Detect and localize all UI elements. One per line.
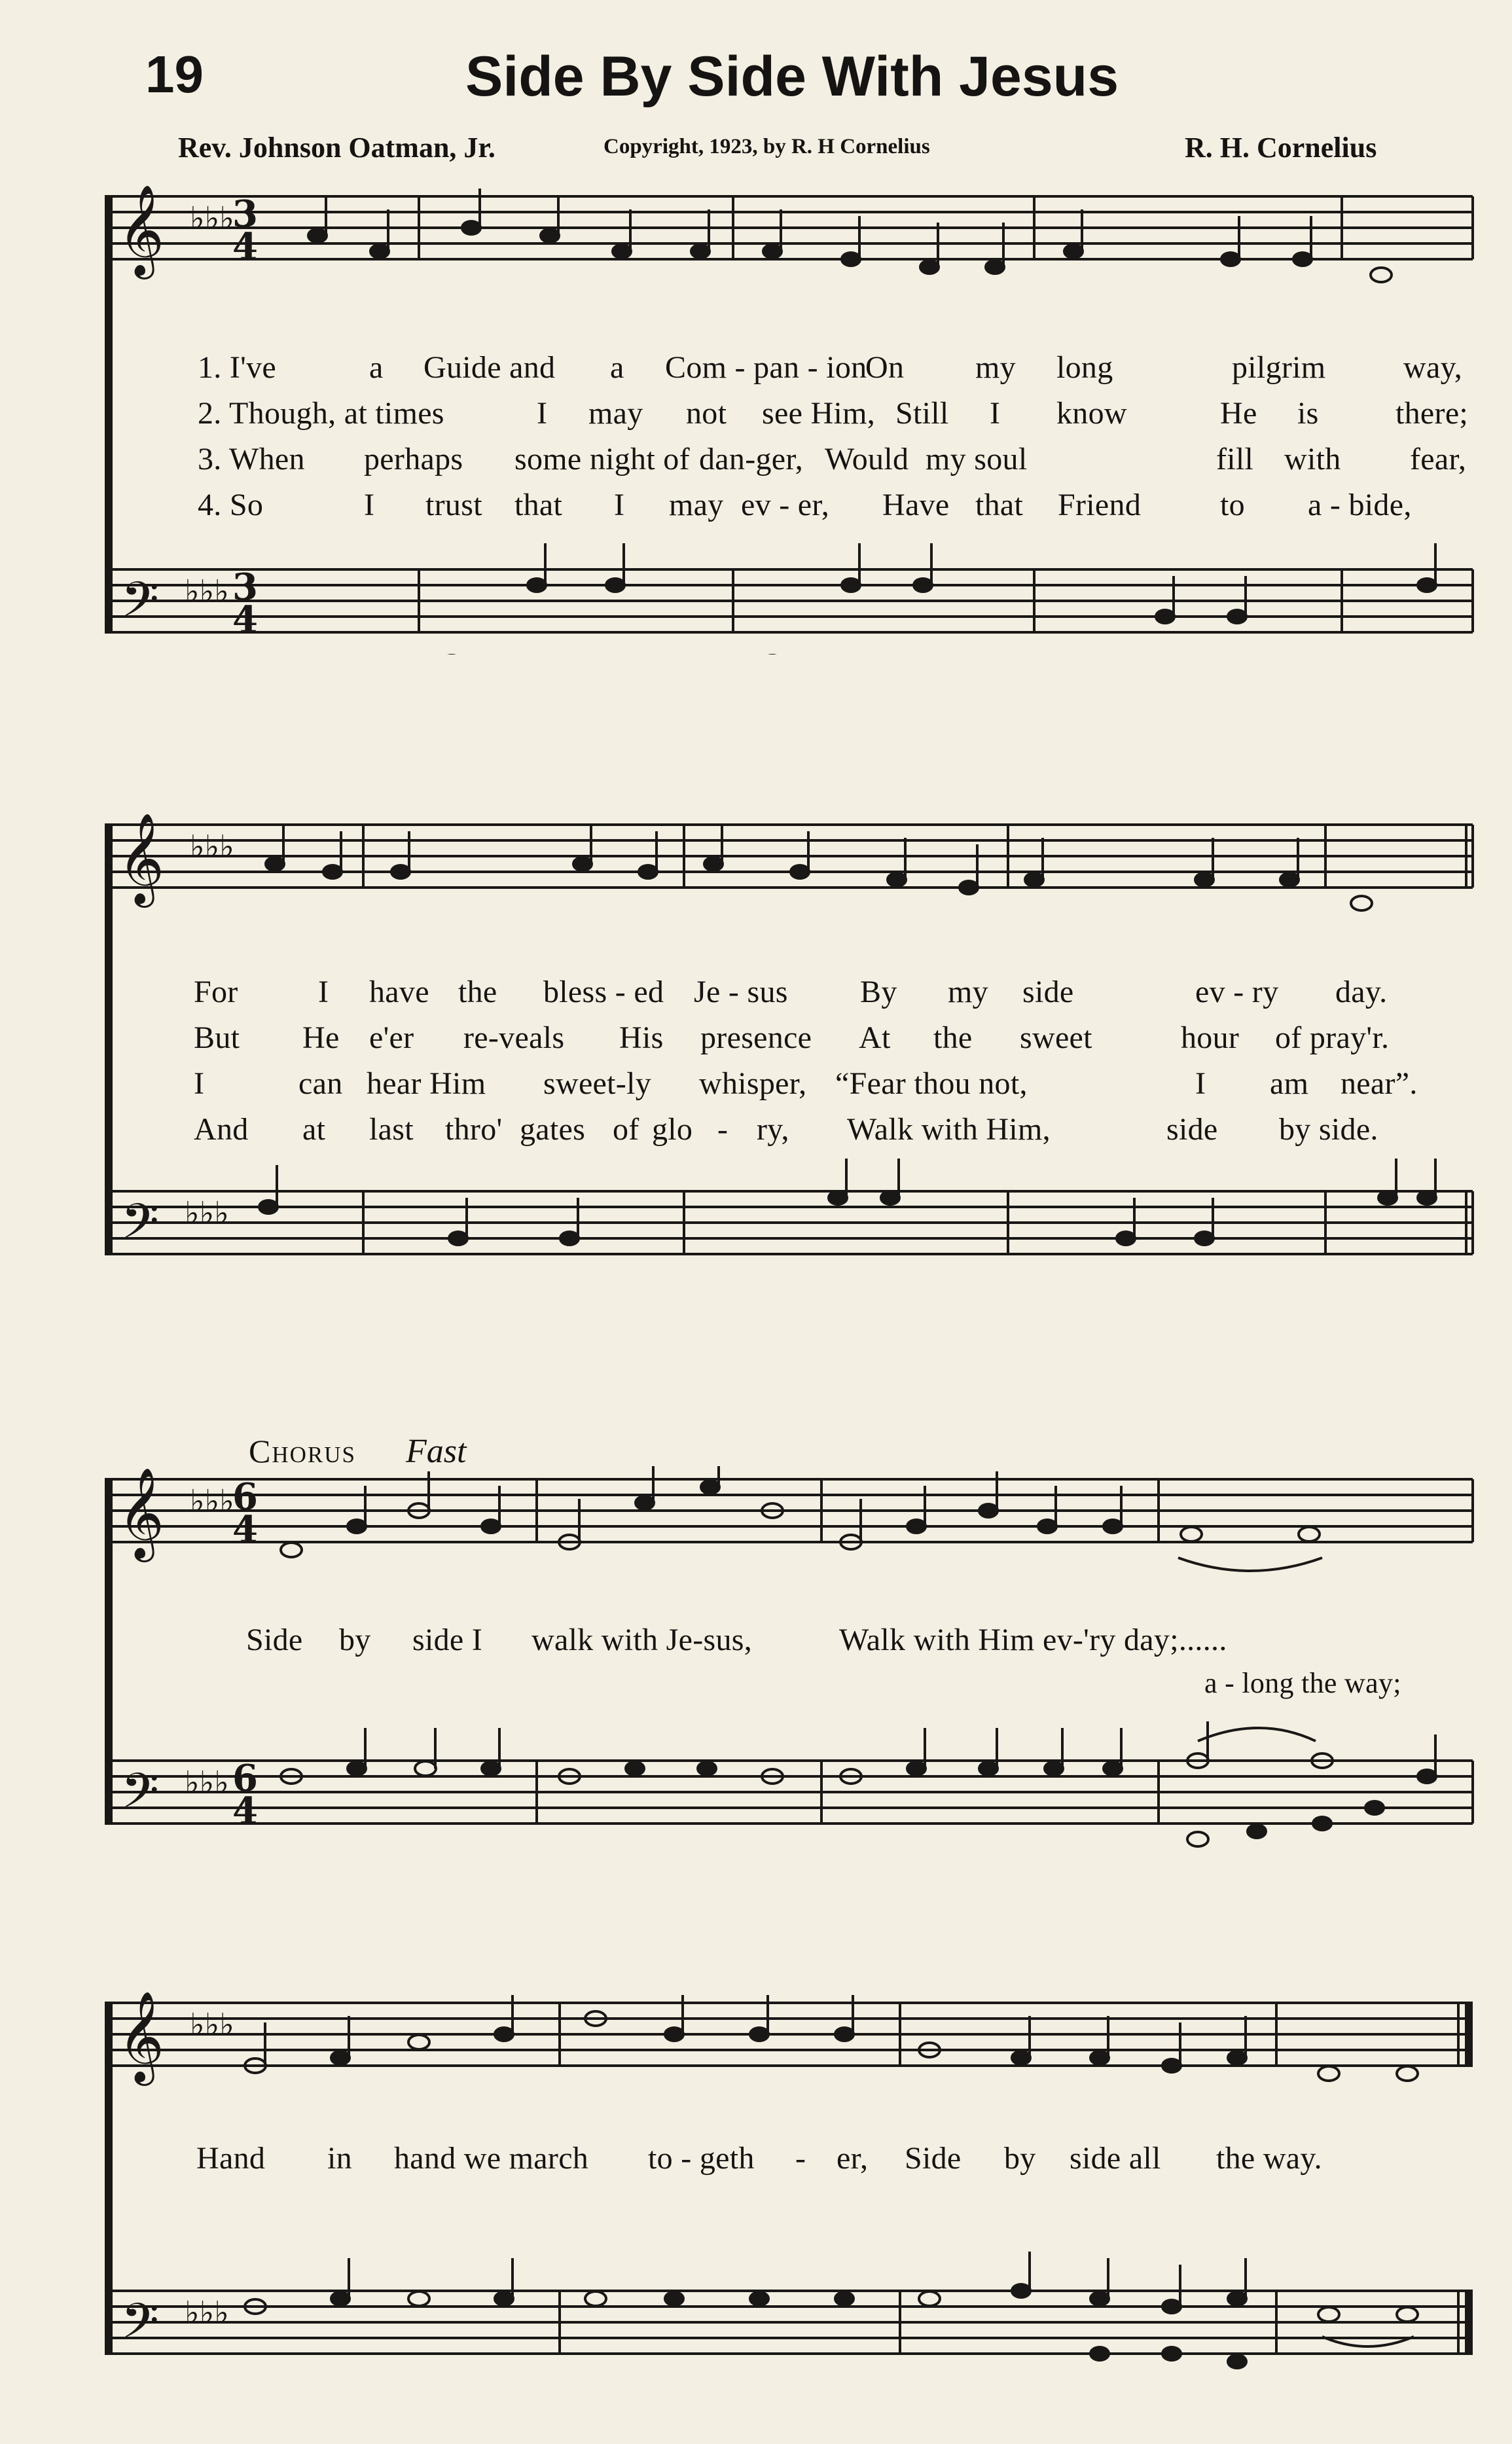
time-signature-bottom: 4: [232, 225, 258, 268]
lyric-syllable: side: [1166, 1112, 1218, 1147]
lyric-syllable: some night of: [514, 442, 690, 476]
lyric-syllable: sweet: [1020, 1020, 1092, 1055]
lyric-syllable: the: [458, 975, 497, 1009]
treble-clef-icon: 𝄞: [118, 1991, 164, 2082]
system-brace-bar: [105, 1478, 113, 1825]
lyric-syllable: But: [194, 1020, 240, 1055]
lyric-syllable: 1. I've: [198, 350, 277, 385]
lyric-syllable: I: [364, 488, 375, 522]
lyric-syllable: can: [298, 1066, 343, 1101]
lyric-syllable: He: [1220, 396, 1257, 431]
lyric-syllable: side all: [1070, 2141, 1161, 2176]
lyric-syllable: a - bide,: [1308, 488, 1412, 522]
lyric-syllable: Hand: [196, 2141, 266, 2176]
lyric-syllable: am: [1270, 1066, 1309, 1101]
time-signature-bottom: 4: [232, 598, 258, 641]
lyric-syllable: of: [613, 1112, 639, 1147]
lyric-syllable: On: [865, 350, 905, 385]
lyric-syllable: hand we march: [394, 2141, 589, 2176]
lyric-syllable: may: [588, 396, 643, 431]
flat-icon: ♭♭♭: [185, 2295, 229, 2331]
lyric-syllable: fill: [1216, 442, 1254, 476]
lyric-syllable: sweet-ly: [543, 1066, 652, 1101]
system-brace-bar: [105, 195, 113, 634]
lyric-syllable: with: [1284, 442, 1341, 476]
treble-staff-3: [111, 1479, 1473, 1542]
lyric-syllable: -: [795, 2141, 806, 2176]
treble-clef-icon: 𝄞: [118, 1467, 164, 1558]
flat-icon: ♭♭♭: [190, 829, 234, 865]
lyric-syllable: Walk with Him,: [847, 1112, 1051, 1147]
bass-clef-icon: 𝄢: [121, 571, 159, 640]
lyric-syllable: 2. Though, at times: [198, 396, 444, 431]
lyric-syllable: trust: [425, 488, 482, 522]
lyric-syllable: side: [1022, 975, 1074, 1009]
lyric-syllable: not: [686, 396, 727, 431]
lyric-syllable: in: [327, 2141, 352, 2176]
hymn-number: 19: [145, 45, 204, 103]
hymn-title: Side By Side With Jesus: [465, 45, 1119, 108]
treble-notes: [308, 189, 1392, 282]
flat-icon: ♭♭♭: [185, 1765, 229, 1801]
lyric-syllable: a: [369, 350, 384, 385]
tempo-marking: Fast: [406, 1433, 467, 1470]
lyric-syllable: By: [860, 975, 897, 1009]
lyric-syllable: Com - pan - ion: [665, 350, 867, 385]
lyric-syllable: see Him,: [762, 396, 876, 431]
lyric-syllable: Walk with Him ev-'ry day;......: [839, 1623, 1227, 1657]
lyric-syllable: 3. When: [198, 442, 305, 476]
time-signature-top: 6: [232, 1757, 258, 1800]
lyric-syllable: by: [1004, 2141, 1036, 2176]
final-barline: [1465, 2291, 1473, 2354]
lyric-syllable: know: [1056, 396, 1127, 431]
time-signature-bottom: 4: [232, 1508, 258, 1551]
lyric-syllable: by: [339, 1623, 371, 1657]
lyric-syllable: fear,: [1410, 442, 1467, 476]
lyric-syllable: 4. So: [198, 488, 264, 522]
lyric-syllable: to: [1220, 488, 1245, 522]
lyric-syllable: there;: [1395, 396, 1469, 431]
lyric-syllable: At: [859, 1020, 891, 1055]
lyric-syllable: I: [1195, 1066, 1206, 1101]
treble-staff-4: [111, 2003, 1473, 2066]
bass-staff-1: [111, 569, 1473, 632]
time-signature-top: 3: [232, 192, 258, 236]
lyric-syllable: day.: [1335, 975, 1388, 1009]
time-signature-top: 3: [232, 566, 258, 609]
lyric-syllable: Je - sus: [694, 975, 788, 1009]
flat-icon: ♭♭♭: [185, 573, 229, 610]
lyric-syllable: I: [537, 396, 548, 431]
bass-staff-3: [111, 1761, 1473, 1824]
lyric-syllable: re-veals: [463, 1020, 565, 1055]
lyric-syllable: I: [318, 975, 329, 1009]
treble-clef-icon: 𝄞: [118, 185, 164, 276]
treble-notes: [281, 1466, 1322, 1571]
treble-notes: [245, 1995, 1418, 2081]
treble-clef-icon: 𝄞: [118, 813, 164, 904]
chorus-line-1-alternate: a - long the way;: [1204, 1667, 1401, 1699]
lyric-syllable: the: [933, 1020, 973, 1055]
lyric-syllable: ry,: [757, 1112, 789, 1147]
lyric-syllable: thro': [445, 1112, 503, 1147]
bass-clef-icon: 𝄢: [121, 1193, 159, 1262]
lyric-syllable: have: [369, 975, 429, 1009]
lyric-syllable: my soul: [926, 442, 1028, 476]
lyric-syllable: And: [194, 1112, 249, 1147]
lyric-syllable: that: [514, 488, 563, 522]
treble-staff-2: [111, 825, 1473, 888]
bass-staff-2: [111, 1191, 1473, 1254]
lyric-syllable: His: [619, 1020, 664, 1055]
lyric-syllable: I: [614, 488, 625, 522]
lyric-syllable: For: [194, 975, 238, 1009]
lyric-syllable: is: [1297, 396, 1319, 431]
lyric-syllable: perhaps: [364, 442, 463, 476]
final-barline: [1465, 2003, 1473, 2066]
bass-notes: [441, 543, 1436, 655]
treble-notes: [266, 825, 1372, 910]
lyric-syllable: that: [975, 488, 1024, 522]
lyric-syllable: of pray'r.: [1275, 1020, 1390, 1055]
lyric-syllable: I: [194, 1066, 205, 1101]
lyric-syllable: ev - er,: [741, 488, 830, 522]
system-brace-bar: [105, 823, 113, 1255]
time-signature-top: 6: [232, 1475, 258, 1519]
lyric-syllable: pilgrim: [1232, 350, 1326, 385]
lyric-syllable: He: [302, 1020, 340, 1055]
lyric-syllable: Would: [825, 442, 909, 476]
flat-icon: ♭♭♭: [190, 1483, 234, 1520]
lyric-syllable: glo: [652, 1112, 693, 1147]
composer-credit: R. H. Cornelius: [1185, 132, 1377, 164]
lyric-syllable: walk with Je-sus,: [531, 1623, 753, 1657]
system-brace-bar: [105, 2002, 113, 2355]
lyric-syllable: the way.: [1216, 2141, 1322, 2176]
lyric-syllable: by side.: [1279, 1112, 1378, 1147]
lyric-syllable: last: [369, 1112, 414, 1147]
lyric-syllable: Side: [905, 2141, 962, 2176]
lyric-syllable: I: [990, 396, 1001, 431]
lyric-syllable: e'er: [369, 1020, 414, 1055]
lyric-syllable: Still: [895, 396, 949, 431]
lyric-syllable: my: [975, 350, 1016, 385]
lyric-syllable: a: [610, 350, 624, 385]
lyric-syllable: “Fear thou not,: [835, 1066, 1028, 1101]
lyric-syllable: presence: [700, 1020, 812, 1055]
flat-icon: ♭♭♭: [185, 1195, 229, 1232]
flat-icon: ♭♭♭: [190, 2007, 234, 2043]
bass-clef-icon: 𝄢: [121, 1763, 159, 1831]
lyric-syllable: Side: [246, 1623, 303, 1657]
copyright-notice: Copyright, 1923, by R. H Cornelius: [603, 135, 930, 158]
bass-notes: [245, 2252, 1418, 2368]
lyric-syllable: bless - ed: [543, 975, 664, 1009]
lyric-syllable: hour: [1181, 1020, 1240, 1055]
lyric-syllable: long: [1056, 350, 1113, 385]
lyricist-credit: Rev. Johnson Oatman, Jr.: [178, 132, 495, 164]
lyric-syllable: gates: [520, 1112, 586, 1147]
lyric-syllable: dan-ger,: [699, 442, 804, 476]
bass-notes: [281, 1721, 1436, 1846]
chorus-label: Chorus: [249, 1433, 356, 1469]
lyric-syllable: may: [669, 488, 724, 522]
lyric-syllable: near”.: [1341, 1066, 1418, 1101]
lyric-syllable: Friend: [1058, 488, 1142, 522]
treble-staff-1: [111, 196, 1473, 259]
music-system-4: [0, 1990, 1512, 2396]
flat-icon: ♭♭♭: [190, 200, 234, 237]
lyric-syllable: -: [717, 1112, 729, 1147]
time-signature-bottom: 4: [232, 1789, 258, 1833]
lyric-syllable: my: [948, 975, 988, 1009]
bass-clef-icon: 𝄢: [121, 2293, 159, 2362]
lyric-syllable: whisper,: [699, 1066, 807, 1101]
lyric-syllable: Have: [882, 488, 950, 522]
lyric-syllable: er,: [837, 2141, 869, 2176]
lyric-syllable: way,: [1403, 350, 1463, 385]
bar-lines: [560, 2003, 1458, 2354]
bass-staff-4: [111, 2291, 1473, 2354]
lyric-syllable: at: [302, 1112, 326, 1147]
lyric-syllable: hear Him: [367, 1066, 486, 1101]
lyric-syllable: ev - ry: [1195, 975, 1279, 1009]
lyric-syllable: side I: [412, 1623, 483, 1657]
lyric-syllable: Guide and: [423, 350, 556, 385]
lyric-syllable: to - geth: [648, 2141, 755, 2176]
